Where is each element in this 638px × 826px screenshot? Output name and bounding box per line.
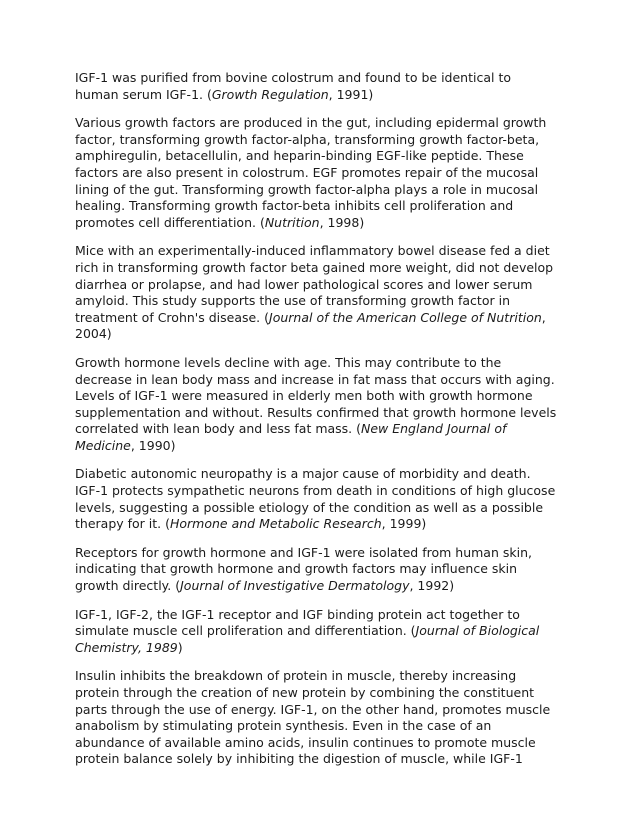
text-line bbox=[75, 578, 567, 595]
line-text: indicating that growth hormone and growth factors may influence skin bbox=[75, 561, 518, 577]
citation-punct: , bbox=[541, 309, 546, 325]
line-text: amyloid. This study supports the use of transforming growth factor in bbox=[75, 293, 510, 309]
paragraph-diabetic-neuropathy bbox=[75, 466, 567, 532]
paragraph-mice-ibd bbox=[75, 243, 567, 343]
line-text: Levels of IGF-1 were measured in elderly men both with growth hormone bbox=[75, 388, 533, 404]
text-line bbox=[75, 293, 567, 310]
citation-year: , 1990) bbox=[130, 437, 176, 453]
citation-year: , 1999) bbox=[381, 516, 427, 532]
line-text: IGF-1 was purified from bovine colostrum and found to be identical to bbox=[75, 70, 512, 85]
citation-source: Chemistry, 1989 bbox=[75, 639, 178, 655]
text-line bbox=[75, 685, 567, 702]
text-line bbox=[75, 132, 567, 149]
line-text: diarrhea or prolapse, and had lower pathological scores and lower serum bbox=[75, 276, 533, 292]
line-text: factors are also present in colostrum. EGF promotes repair of the mucosal bbox=[75, 164, 539, 180]
text-line bbox=[75, 326, 567, 343]
text-line bbox=[75, 483, 567, 500]
text-line bbox=[75, 702, 567, 719]
text-line bbox=[75, 372, 567, 389]
line-text: factor, transforming growth factor-alpha, transforming growth factor-beta, bbox=[75, 131, 540, 147]
text-line bbox=[75, 718, 567, 735]
text-line bbox=[75, 421, 567, 438]
text-line bbox=[75, 277, 567, 294]
text-line bbox=[75, 545, 567, 562]
text-line bbox=[75, 355, 567, 372]
text-line bbox=[75, 243, 567, 260]
text-line bbox=[75, 623, 567, 640]
text-line bbox=[75, 388, 567, 405]
text-line bbox=[75, 561, 567, 578]
text-line bbox=[75, 640, 567, 657]
text-line bbox=[75, 165, 567, 182]
text-line bbox=[75, 148, 567, 165]
text-line bbox=[75, 607, 567, 624]
citation-year: 2004) bbox=[75, 326, 112, 342]
line-text: human serum IGF-1. ( bbox=[75, 86, 212, 102]
paragraph-insulin-protein bbox=[75, 668, 567, 768]
citation-source: Medicine bbox=[75, 437, 131, 453]
text-line bbox=[75, 735, 567, 752]
paragraph-igf-muscle-cells bbox=[75, 607, 567, 657]
text-line bbox=[75, 516, 567, 533]
text-line bbox=[75, 668, 567, 685]
citation-year: , 1998) bbox=[319, 214, 365, 230]
citation-source: New England Journal of bbox=[361, 421, 507, 437]
line-text: parts through the use of energy. IGF-1, on the other hand, promotes muscle bbox=[75, 701, 551, 717]
line-text: supplementation and without. Results confirmed that growth hormone levels bbox=[75, 404, 557, 420]
line-text: IGF-1 protects sympathetic neurons from death in conditions of high glucose bbox=[75, 483, 556, 499]
document-page bbox=[75, 70, 567, 780]
citation-punct: ) bbox=[177, 639, 183, 655]
text-line bbox=[75, 215, 567, 232]
line-text: Various growth factors are produced in the gut, including epidermal growth bbox=[75, 115, 547, 131]
line-text: lining of the gut. Transforming growth factor-alpha plays a role in mucosal bbox=[75, 181, 539, 197]
line-text: Insulin inhibits the breakdown of protein in muscle, thereby increasing bbox=[75, 668, 517, 684]
text-line bbox=[75, 198, 567, 215]
line-text: therapy for it. ( bbox=[75, 516, 170, 532]
text-line bbox=[75, 438, 567, 455]
text-line bbox=[75, 87, 567, 104]
line-text: IGF-1, IGF-2, the IGF-1 receptor and IGF binding protein act together to bbox=[75, 606, 520, 622]
line-text: abundance of available amino acids, insulin continues to promote muscle bbox=[75, 734, 536, 750]
line-text: growth directly. ( bbox=[75, 578, 181, 594]
citation-year: , 1992) bbox=[409, 578, 455, 594]
text-line bbox=[75, 260, 567, 277]
line-text: anabolism by stimulating protein synthesis. Even in the case of an bbox=[75, 718, 492, 734]
line-text: decrease in lean body mass and increase in fat mass that occurs with aging. bbox=[75, 371, 555, 387]
text-line bbox=[75, 466, 567, 483]
citation-source: Hormone and Metabolic Research bbox=[169, 516, 382, 532]
text-line bbox=[75, 182, 567, 199]
line-text: treatment of Crohn's disease. ( bbox=[75, 309, 270, 325]
paragraph-gut-growth-factors bbox=[75, 115, 567, 231]
line-text: promotes cell differentiation. ( bbox=[75, 214, 265, 230]
text-line bbox=[75, 751, 567, 768]
text-line bbox=[75, 500, 567, 517]
line-text: protein through the creation of new protein by combining the constituent bbox=[75, 685, 535, 700]
line-text: protein balance solely by inhibiting the digestion of muscle, while IGF-1 bbox=[75, 751, 523, 767]
text-line bbox=[75, 310, 567, 327]
citation-source: Nutrition bbox=[264, 214, 320, 230]
line-text: correlated with lean body and less fat mass. ( bbox=[75, 421, 361, 437]
paragraph-igf1-colostrum bbox=[75, 70, 567, 103]
citation-source: Growth Regulation bbox=[211, 86, 329, 102]
line-text: amphiregulin, betacellulin, and heparin-binding EGF-like peptide. These bbox=[75, 148, 524, 164]
line-text: rich in transforming growth factor beta gained more weight, did not develop bbox=[75, 259, 554, 275]
line-text: levels, suggesting a possible etiology of the condition as well as a possible bbox=[75, 499, 544, 515]
line-text: Receptors for growth hormone and IGF-1 were isolated from human skin, bbox=[75, 544, 532, 560]
text-line bbox=[75, 405, 567, 422]
citation-year: , 1991) bbox=[328, 86, 374, 102]
line-text: Mice with an experimentally-induced inflammatory bowel disease fed a diet bbox=[75, 243, 550, 259]
line-text: Growth hormone levels decline with age. This may contribute to the bbox=[75, 354, 502, 370]
citation-source: Journal of Investigative Dermatology bbox=[180, 578, 410, 594]
line-text: simulate muscle cell proliferation and differentiation. ( bbox=[75, 623, 416, 639]
paragraph-skin-receptors bbox=[75, 545, 567, 595]
text-line bbox=[75, 70, 567, 87]
line-text: healing. Transforming growth factor-beta inhibits cell proliferation and bbox=[75, 198, 514, 214]
line-text: Diabetic autonomic neuropathy is a major cause of morbidity and death. bbox=[75, 466, 531, 482]
paragraph-growth-hormone-aging bbox=[75, 355, 567, 455]
citation-source: Journal of the American College of Nutrition bbox=[269, 309, 542, 325]
text-line bbox=[75, 115, 567, 132]
citation-source: Journal of Biological bbox=[415, 623, 540, 639]
